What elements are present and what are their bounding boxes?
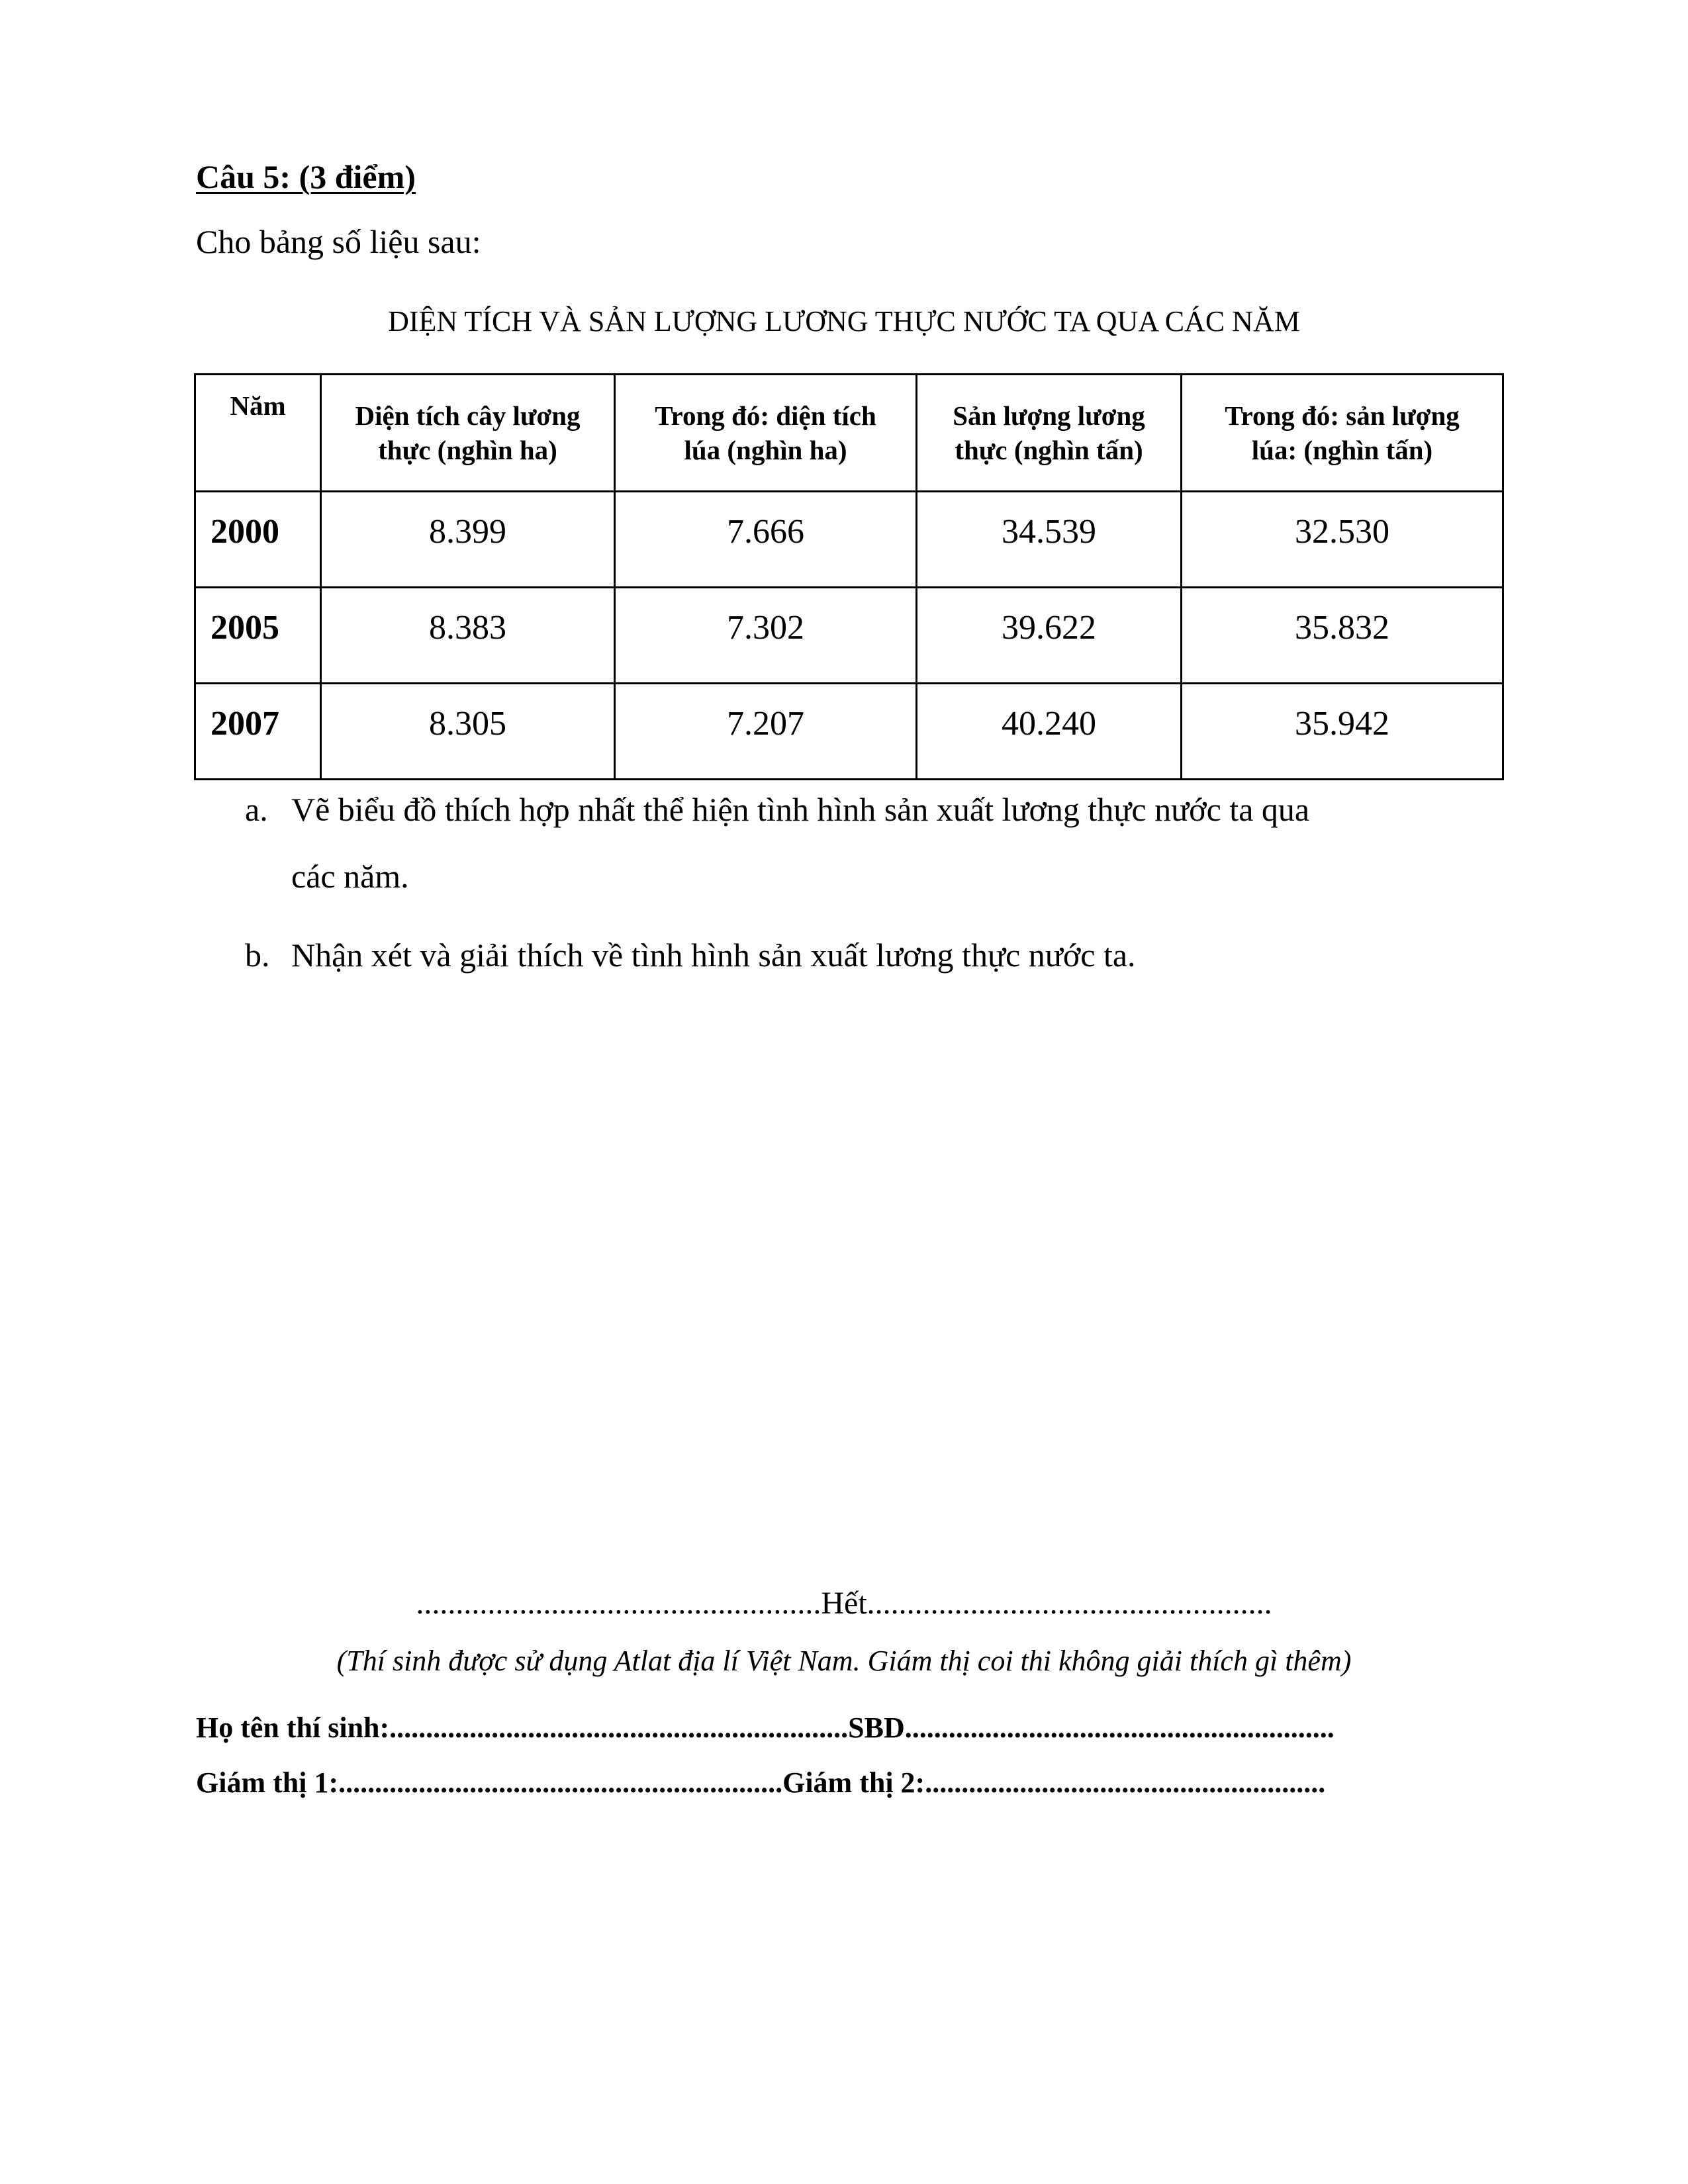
- proctor1-dots: .............................................................: [338, 1766, 783, 1799]
- task-b-letter: b.: [245, 936, 270, 974]
- cell-year: 2007: [195, 684, 321, 780]
- cell-food-output: 39.622: [917, 588, 1182, 684]
- header-line: Năm: [230, 390, 286, 421]
- cell-rice-output: 32.530: [1182, 492, 1503, 588]
- header-line: Trong đó: diện tích: [655, 400, 876, 431]
- table-row: [195, 684, 1503, 780]
- header-line: thực (nghìn tấn): [955, 435, 1143, 465]
- cell-year: 2000: [195, 492, 321, 588]
- header-line: Sản lượng lương: [953, 400, 1145, 431]
- header-food-output: [917, 375, 1182, 492]
- candidate-line: [196, 1711, 1335, 1745]
- header-line: Diện tích cây lương: [355, 400, 581, 431]
- task-a-letter: a.: [245, 791, 268, 828]
- cell-food-output: 40.240: [917, 684, 1182, 780]
- table-row: [195, 492, 1503, 588]
- header-food-area: [321, 375, 615, 492]
- question-intro: Cho bảng số liệu sau:: [196, 223, 481, 260]
- end-dots-right: ...................................................: [867, 1586, 1272, 1621]
- cell-rice-output: 35.832: [1182, 588, 1503, 684]
- task-a-line2: các năm.: [291, 858, 409, 895]
- cell-rice-area: 7.666: [615, 492, 917, 588]
- task-a-line1: Vẽ biểu đồ thích hợp nhất thể hiện tình hình sản xuất lương thực nước ta qua: [291, 791, 1310, 828]
- cell-food-area: 8.305: [321, 684, 615, 780]
- cell-rice-area: 7.207: [615, 684, 917, 780]
- proctor-line: [196, 1766, 1325, 1799]
- sbd-dots: ...........................................................: [904, 1711, 1335, 1744]
- sbd-label: SBD: [848, 1711, 905, 1744]
- task-b: [245, 936, 1136, 974]
- end-line: [0, 1585, 1688, 1621]
- question-title: Câu 5: (3 điểm): [196, 158, 416, 195]
- table-header-row: [195, 375, 1503, 492]
- task-a: [245, 790, 1309, 829]
- end-word: Hết: [821, 1586, 867, 1621]
- header-line: thực (nghìn ha): [378, 435, 557, 465]
- header-line: lúa (nghìn ha): [684, 435, 847, 465]
- header-line: Trong đó: sản lượng: [1225, 400, 1460, 431]
- cell-food-area: 8.383: [321, 588, 615, 684]
- table-row: [195, 588, 1503, 684]
- cell-food-area: 8.399: [321, 492, 615, 588]
- proctor2-dots: .......................................................: [925, 1766, 1326, 1799]
- cell-year: 2005: [195, 588, 321, 684]
- cell-rice-area: 7.302: [615, 588, 917, 684]
- header-line: lúa: (nghìn tấn): [1251, 435, 1433, 465]
- task-b-line1: Nhận xét và giải thích về tình hình sản xuất lương thực nước ta.: [291, 936, 1136, 974]
- proctor2-label: Giám thị 2:: [782, 1766, 925, 1799]
- end-dots-left: ...................................................: [416, 1586, 821, 1621]
- data-table: [194, 373, 1504, 780]
- table-title: DIỆN TÍCH VÀ SẢN LƯỢNG LƯƠNG THỰC NƯỚC TA QUA CÁC NĂM: [388, 305, 1300, 338]
- header-rice-output: [1182, 375, 1503, 492]
- proctor1-label: Giám thị 1:: [196, 1766, 339, 1799]
- cell-food-output: 34.539: [917, 492, 1182, 588]
- exam-note: (Thí sinh được sử dụng Atlat địa lí Việt Nam. Giám thị coi thi không giải thích gì thêm): [336, 1645, 1352, 1677]
- candidate-dots: ...............................................................: [389, 1711, 849, 1744]
- header-rice-area: [615, 375, 917, 492]
- candidate-label: Họ tên thí sinh:: [196, 1711, 390, 1744]
- cell-rice-output: 35.942: [1182, 684, 1503, 780]
- header-year: [195, 375, 321, 492]
